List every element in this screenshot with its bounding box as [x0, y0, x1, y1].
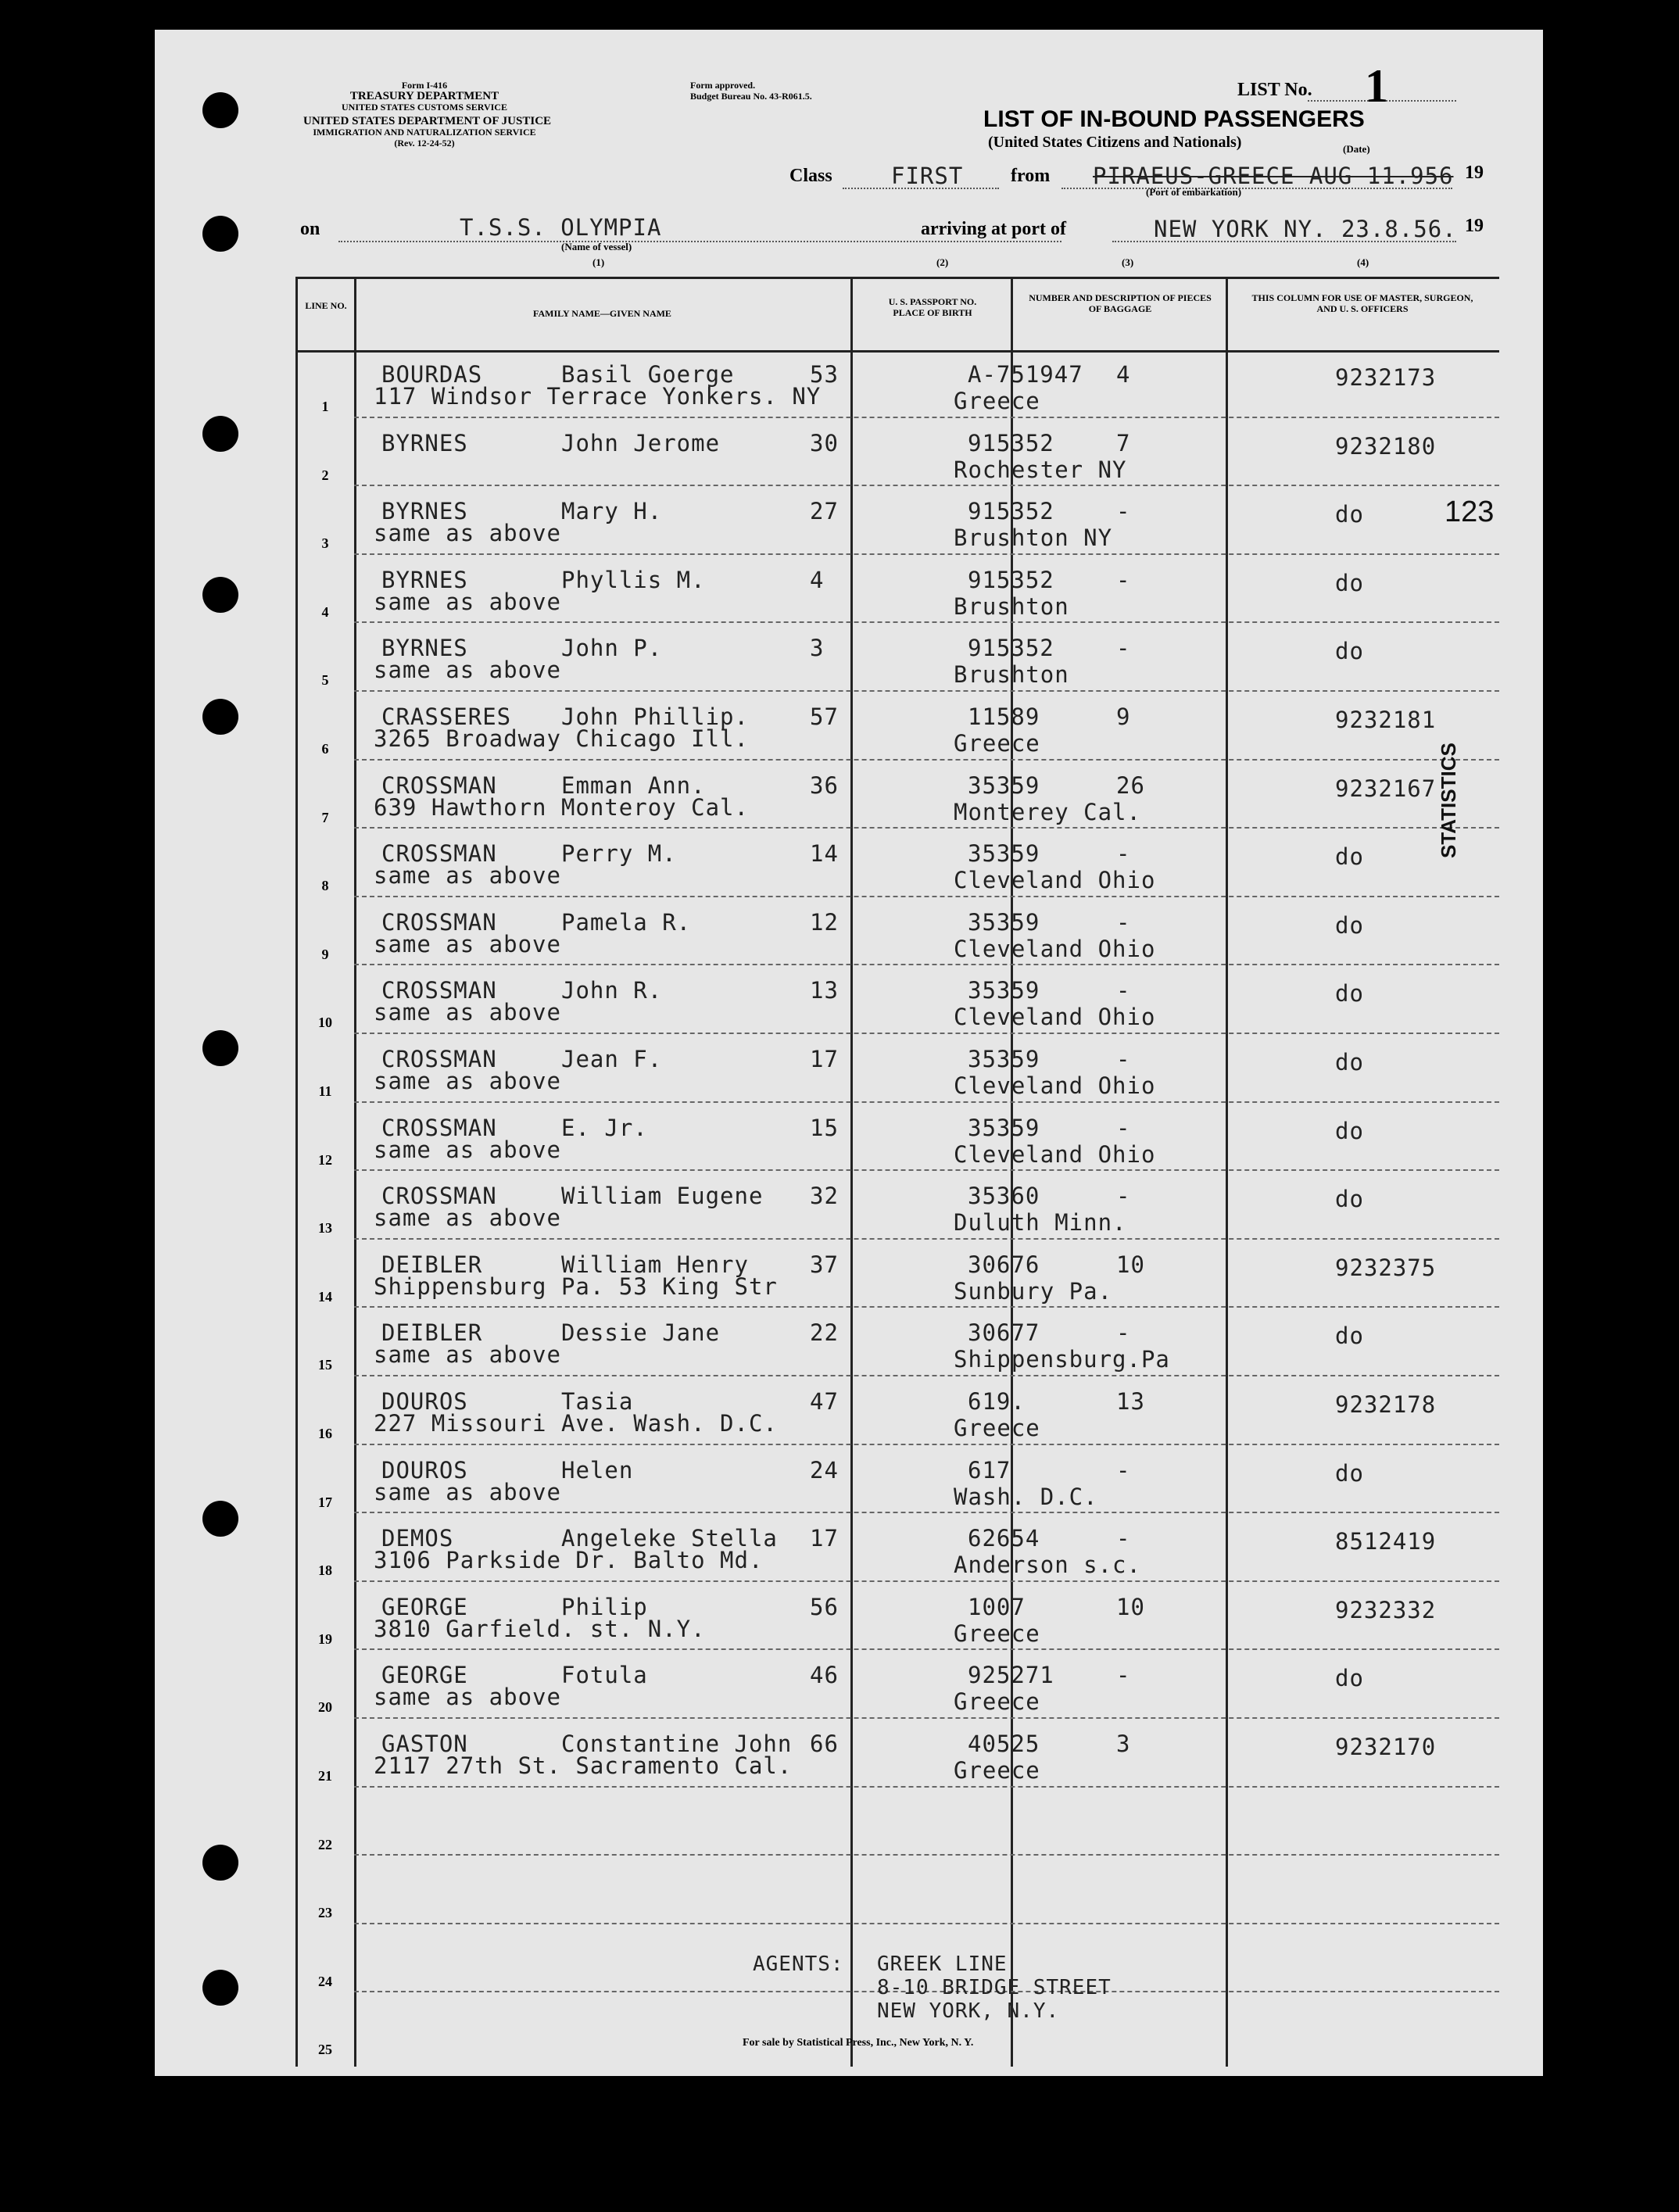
family-name: CROSSMAN	[381, 1114, 497, 1141]
year-prefix-1: 19	[1465, 163, 1484, 183]
officer-entry: do	[1335, 638, 1364, 665]
given-name: Perry M.	[561, 840, 677, 868]
place-of-birth: Brushton	[954, 592, 1069, 620]
col-ref-3: (3)	[1122, 256, 1134, 268]
address: 639 Hawthorn Monteroy Cal.	[374, 793, 749, 821]
passport-number: 617	[968, 1456, 1011, 1484]
punch-hole	[202, 92, 238, 128]
age: 46	[810, 1662, 839, 1689]
given-name: William Henry	[561, 1251, 749, 1278]
officer-entry: 9232332	[1335, 1596, 1437, 1623]
baggage-count: 3	[1116, 1731, 1131, 1757]
passport-number: 1007	[968, 1593, 1026, 1620]
address: same as above	[374, 930, 561, 957]
table-row	[295, 1377, 1499, 1446]
table-row	[295, 693, 1499, 761]
col-ref-4: (4)	[1357, 256, 1369, 268]
row-divider	[354, 1580, 1499, 1582]
punch-hole	[202, 699, 238, 735]
officer-entry: do	[1335, 843, 1364, 871]
ins-service: IMMIGRATION AND NATURALIZATION SERVICE	[313, 127, 536, 138]
line-number: 3	[321, 535, 329, 552]
officer-entry: do	[1335, 1117, 1364, 1144]
place-of-birth: Cleveland Ohio	[954, 1072, 1156, 1099]
row-divider	[354, 1512, 1499, 1513]
table-row	[295, 1583, 1499, 1652]
list-no-value: 1	[1365, 60, 1388, 112]
line-number: 18	[318, 1562, 332, 1579]
officer-entry: do	[1335, 1186, 1364, 1213]
row-divider	[354, 1375, 1499, 1376]
form-id: Form I-416	[401, 80, 448, 91]
row-divider	[354, 1444, 1499, 1445]
address: Shippensburg Pa. 53 King Str	[374, 1272, 778, 1300]
agents-line-2: 8-10 BRIDGE STREET	[877, 1976, 1112, 1999]
baggage-count: -	[1116, 1662, 1131, 1689]
place-of-birth: Monterey Cal.	[954, 798, 1141, 825]
form-header-left	[303, 80, 552, 149]
address: same as above	[374, 862, 561, 889]
address: 3810 Garfield. st. N.Y.	[374, 1615, 706, 1642]
line-number: 25	[318, 2042, 332, 2058]
given-name: Angeleke Stella	[561, 1525, 778, 1552]
given-name: Basil Goerge	[561, 361, 735, 388]
given-name: John Jerome	[561, 429, 721, 456]
punch-hole	[202, 1845, 238, 1881]
address: 117 Windsor Terrace Yonkers. NY	[374, 383, 822, 410]
col-header-officers: THIS COLUMN FOR USE OF MASTER, SURGEON, AND U. S. OFFICERS	[1251, 292, 1473, 314]
given-name: Philip	[561, 1593, 648, 1620]
officer-entry: do	[1335, 1665, 1364, 1692]
col-header-baggage: NUMBER AND DESCRIPTION OF PIECES OF BAGGAGE	[1029, 292, 1212, 314]
revision: (Rev. 12-24-52)	[394, 138, 455, 149]
age: 53	[810, 361, 839, 388]
baggage-count: -	[1116, 977, 1131, 1004]
age: 66	[810, 1731, 839, 1757]
place-of-birth: Cleveland Ohio	[954, 867, 1156, 894]
table-row	[295, 1172, 1499, 1240]
baggage-count: 10	[1116, 1593, 1145, 1620]
age: 14	[810, 840, 839, 868]
punch-hole	[202, 416, 238, 452]
row-divider	[354, 621, 1499, 623]
vessel-caption: (Name of vessel)	[561, 241, 632, 252]
row-divider	[354, 1033, 1499, 1034]
row-divider	[354, 1717, 1499, 1719]
footer-note: For sale by Statistical Press, Inc., New York, N. Y.	[743, 2037, 974, 2049]
baggage-count: -	[1116, 1183, 1131, 1210]
address: 3106 Parkside Dr. Balto Md.	[374, 1547, 764, 1574]
officer-entry: do	[1335, 1323, 1364, 1350]
form-approved	[690, 80, 812, 102]
row-divider	[354, 1306, 1499, 1308]
passport-number: 35359	[968, 771, 1040, 799]
age: 17	[810, 1525, 839, 1552]
agents-line-3: NEW YORK, N.Y.	[877, 1999, 1060, 2023]
line-number: 15	[318, 1357, 332, 1373]
officer-entry: do	[1335, 1049, 1364, 1076]
vessel-name: T.S.S. OLYMPIA	[460, 214, 662, 241]
place-of-birth: Greece	[954, 1757, 1040, 1784]
passport-number: 35360	[968, 1183, 1040, 1210]
baggage-count: -	[1116, 1046, 1131, 1072]
handwritten-annotation: 123	[1445, 496, 1495, 528]
punch-hole	[202, 577, 238, 613]
address: same as above	[374, 1136, 561, 1163]
table-row	[295, 419, 1499, 488]
passport-number: 915352	[968, 429, 1054, 456]
officer-entry: 9232375	[1335, 1254, 1437, 1281]
passport-number: 35359	[968, 1114, 1040, 1141]
age: 56	[810, 1593, 839, 1620]
officer-entry: 9232173	[1335, 364, 1437, 391]
treasury-dept: TREASURY DEPARTMENT	[349, 90, 499, 102]
place-of-birth: Shippensburg.Pa	[954, 1346, 1170, 1373]
table-row	[295, 624, 1499, 693]
address: same as above	[374, 1684, 561, 1711]
passport-number: 619.	[968, 1388, 1026, 1415]
baggage-count: -	[1116, 1456, 1131, 1484]
place-of-birth: Duluth Minn.	[954, 1209, 1127, 1237]
address: same as above	[374, 520, 561, 547]
line-number: 5	[321, 672, 329, 689]
baggage-count: -	[1116, 1525, 1131, 1552]
line-number: 1	[321, 399, 329, 414]
place-of-birth: Brushton NY	[954, 524, 1113, 552]
row-divider	[354, 896, 1499, 897]
baggage-count: -	[1116, 1319, 1131, 1347]
punch-hole	[202, 216, 238, 252]
age: 37	[810, 1251, 839, 1278]
given-name: Tasia	[561, 1388, 634, 1415]
given-name: Jean F.	[561, 1046, 663, 1072]
class-label: Class	[789, 166, 832, 186]
table-row	[295, 556, 1499, 625]
place-of-birth: Sunbury Pa.	[954, 1277, 1113, 1305]
approved-line2: Budget Bureau No. 43-R061.5.	[690, 91, 812, 102]
col-header-line-no: LINE NO.	[305, 300, 347, 311]
age: 24	[810, 1456, 839, 1484]
family-name: CROSSMAN	[381, 977, 497, 1004]
place-of-birth: Greece	[954, 1688, 1040, 1716]
given-name: Fotula	[561, 1662, 648, 1689]
row-divider	[354, 417, 1499, 418]
baggage-count: -	[1116, 840, 1131, 868]
passport-number: 30677	[968, 1319, 1040, 1347]
line-number: 6	[321, 741, 329, 757]
baggage-count: 26	[1116, 771, 1145, 799]
justice-dept: UNITED STATES DEPARTMENT OF JUSTICE	[303, 115, 552, 127]
row-divider	[354, 1169, 1499, 1171]
line-number: 7	[321, 809, 329, 825]
given-name: Constantine John	[561, 1731, 793, 1757]
row-divider	[354, 1854, 1499, 1856]
age: 12	[810, 908, 839, 936]
age: 27	[810, 498, 839, 525]
col-ref-1: (1)	[592, 256, 605, 268]
table-row	[295, 761, 1499, 830]
officer-entry: do	[1335, 569, 1364, 596]
family-name: GEORGE	[381, 1662, 468, 1689]
family-name: BYRNES	[381, 429, 468, 456]
passport-number: A-751947	[968, 361, 1083, 388]
passenger-list-sheet	[155, 30, 1543, 2076]
line-number: 17	[318, 1494, 332, 1510]
row-divider	[354, 1923, 1499, 1924]
table-row	[295, 898, 1499, 967]
row-divider	[354, 1648, 1499, 1650]
punch-hole	[202, 1030, 238, 1066]
row-divider	[354, 1238, 1499, 1240]
place-of-birth: Cleveland Ohio	[954, 1004, 1156, 1031]
row-divider	[354, 827, 1499, 829]
place-of-birth: Greece	[954, 1415, 1040, 1441]
family-name: GASTON	[381, 1731, 468, 1757]
punch-hole	[202, 1970, 238, 2006]
passport-number: 40525	[968, 1731, 1040, 1757]
table-row	[295, 1104, 1499, 1172]
family-name: DOUROS	[381, 1388, 468, 1415]
place-of-birth: Brushton	[954, 661, 1069, 689]
date-caption: (Date)	[1343, 143, 1370, 155]
baggage-count: -	[1116, 635, 1131, 662]
officer-entry: do	[1335, 911, 1364, 939]
list-no-label: LIST No.	[1237, 80, 1312, 100]
officer-entry: 9232178	[1335, 1391, 1437, 1418]
address: 227 Missouri Ave. Wash. D.C.	[374, 1410, 778, 1437]
age: 3	[810, 635, 825, 662]
address: 3265 Broadway Chicago Ill.	[374, 725, 749, 752]
address: same as above	[374, 588, 561, 615]
officer-entry: 9232170	[1335, 1734, 1437, 1760]
passport-number: 925271	[968, 1662, 1054, 1689]
table-top-border	[295, 277, 1499, 279]
passport-number: 35359	[968, 1046, 1040, 1072]
address: same as above	[374, 1068, 561, 1094]
given-name: E. Jr.	[561, 1114, 648, 1141]
baggage-count: -	[1116, 908, 1131, 936]
age: 32	[810, 1183, 839, 1210]
punch-hole	[202, 1501, 238, 1537]
approved-line1: Form approved.	[690, 80, 756, 91]
officer-entry: do	[1335, 980, 1364, 1008]
baggage-count: 7	[1116, 429, 1131, 456]
officer-entry: 8512419	[1335, 1528, 1437, 1555]
given-name: John R.	[561, 977, 663, 1004]
place-of-birth: Greece	[954, 388, 1040, 414]
class-value: FIRST	[891, 163, 964, 189]
line-number: 10	[318, 1015, 332, 1031]
row-divider	[354, 485, 1499, 486]
address: same as above	[374, 1204, 561, 1232]
table-row	[295, 1308, 1499, 1377]
family-name: CROSSMAN	[381, 840, 497, 868]
given-name: John Phillip.	[561, 703, 749, 730]
baggage-count: -	[1116, 498, 1131, 525]
from-value: PIRAEUS-GREECE AUG 11.956	[1093, 163, 1454, 189]
passport-number: 30676	[968, 1251, 1040, 1278]
place-of-birth: Wash. D.C.	[954, 1483, 1098, 1510]
baggage-count: 9	[1116, 703, 1131, 730]
family-name: DOUROS	[381, 1456, 468, 1484]
statistics-stamp: STATISTICS	[1437, 743, 1460, 858]
age: 36	[810, 771, 839, 799]
line-number: 21	[318, 1768, 332, 1784]
row-divider	[354, 759, 1499, 761]
row-divider	[354, 690, 1499, 692]
line-number: 24	[318, 1973, 332, 1989]
officer-entry: 9232181	[1335, 707, 1437, 733]
customs-service: UNITED STATES CUSTOMS SERVICE	[342, 102, 507, 113]
age: 57	[810, 703, 839, 730]
table-row	[295, 350, 1499, 419]
line-number: 8	[321, 878, 329, 894]
page-subtitle: (United States Citizens and Nationals)	[988, 134, 1242, 151]
table-row	[295, 1788, 1499, 1857]
arrival-port: NEW YORK NY. 23.8.56.	[1154, 216, 1457, 242]
year-prefix-2: 19	[1465, 216, 1484, 236]
line-number: 2	[321, 467, 329, 483]
table-row	[295, 1720, 1499, 1788]
line-number: 20	[318, 1699, 332, 1716]
address: 2117 27th St. Sacramento Cal.	[374, 1752, 793, 1779]
family-name: BYRNES	[381, 635, 468, 662]
line-number: 9	[321, 946, 329, 962]
given-name: John P.	[561, 635, 663, 662]
line-number: 19	[318, 1630, 332, 1647]
col-header-name: FAMILY NAME—GIVEN NAME	[533, 308, 671, 319]
baggage-count: 4	[1116, 361, 1131, 388]
row-divider	[354, 1786, 1499, 1788]
family-name: CROSSMAN	[381, 771, 497, 799]
agents-line-1: GREEK LINE	[877, 1953, 1008, 1976]
baggage-count: 10	[1116, 1251, 1145, 1278]
family-name: CROSSMAN	[381, 1046, 497, 1072]
line-number: 12	[318, 1151, 332, 1168]
place-of-birth: Anderson s.c.	[954, 1552, 1141, 1579]
table-row	[295, 1035, 1499, 1104]
line-number: 11	[318, 1083, 332, 1099]
place-of-birth: Greece	[954, 1620, 1040, 1647]
age: 22	[810, 1319, 839, 1347]
family-name: BYRNES	[381, 498, 468, 525]
passport-number: 11589	[968, 703, 1040, 730]
table-row	[295, 1856, 1499, 1925]
age: 17	[810, 1046, 839, 1072]
baggage-count: -	[1116, 1114, 1131, 1141]
line-number: 16	[318, 1426, 332, 1441]
passport-number: 915352	[968, 498, 1054, 525]
given-name: Phyllis M.	[561, 566, 706, 593]
line-number: 14	[318, 1288, 332, 1305]
family-name: DEIBLER	[381, 1251, 483, 1278]
family-name: BYRNES	[381, 566, 468, 593]
table-row	[295, 1651, 1499, 1720]
place-of-birth: Cleveland Ohio	[954, 1140, 1156, 1168]
row-divider	[354, 1101, 1499, 1103]
table-row	[295, 1446, 1499, 1515]
table-row	[295, 1514, 1499, 1583]
col-ref-2: (2)	[936, 256, 949, 268]
address: same as above	[374, 1341, 561, 1369]
passport-number: 35359	[968, 908, 1040, 936]
family-name: GEORGE	[381, 1593, 468, 1620]
table-row	[295, 829, 1499, 898]
given-name: William Eugene	[561, 1183, 764, 1210]
family-name: CROSSMAN	[381, 908, 497, 936]
passport-number: 35359	[968, 840, 1040, 868]
address: same as above	[374, 1478, 561, 1505]
line-number: 4	[321, 603, 329, 620]
given-name: Helen	[561, 1456, 634, 1484]
baggage-count: -	[1116, 566, 1131, 593]
table-row	[295, 1240, 1499, 1309]
arriving-label: arriving at port of	[921, 219, 1066, 239]
table-row	[295, 966, 1499, 1035]
age: 15	[810, 1114, 839, 1141]
family-name: DEIBLER	[381, 1319, 483, 1347]
address: same as above	[374, 999, 561, 1026]
given-name: Dessie Jane	[561, 1319, 721, 1347]
from-label: from	[1011, 166, 1051, 186]
place-of-birth: Rochester NY	[954, 456, 1127, 483]
col-header-passport: U. S. PASSPORT NO. PLACE OF BIRTH	[888, 296, 977, 318]
age: 30	[810, 429, 839, 456]
vessel-underline	[338, 241, 1061, 242]
address: same as above	[374, 657, 561, 684]
family-name: CROSSMAN	[381, 1183, 497, 1210]
on-label: on	[300, 219, 320, 239]
passenger-table	[295, 277, 1499, 2067]
family-name: DEMOS	[381, 1525, 454, 1552]
passport-number: 915352	[968, 635, 1054, 662]
given-name: Mary H.	[561, 498, 663, 525]
passport-number: 62654	[968, 1525, 1040, 1552]
place-of-birth: Cleveland Ohio	[954, 935, 1156, 962]
officer-entry: do	[1335, 501, 1364, 528]
agents-label: AGENTS:	[753, 1953, 844, 1976]
family-name: BOURDAS	[381, 361, 483, 388]
port-embarkation-caption: (Port of embarkation)	[1146, 186, 1242, 198]
table-row	[295, 487, 1499, 556]
page-title: LIST OF IN-BOUND PASSENGERS	[983, 106, 1365, 132]
row-divider	[354, 553, 1499, 555]
line-number: 13	[318, 1220, 332, 1237]
given-name: Pamela R.	[561, 908, 692, 936]
age: 13	[810, 977, 839, 1004]
officer-entry: 9232180	[1335, 432, 1437, 460]
family-name: CRASSERES	[381, 703, 512, 730]
given-name: Emman Ann.	[561, 771, 706, 799]
line-number: 23	[318, 1905, 332, 1921]
line-number: 22	[318, 1836, 332, 1852]
age: 47	[810, 1388, 839, 1415]
officer-entry: 9232167	[1335, 775, 1437, 802]
passport-number: 35359	[968, 977, 1040, 1004]
row-divider	[354, 964, 1499, 965]
place-of-birth: Greece	[954, 730, 1040, 757]
passport-number: 915352	[968, 566, 1054, 593]
baggage-count: 13	[1116, 1388, 1145, 1415]
age: 4	[810, 566, 825, 593]
officer-entry: do	[1335, 1459, 1364, 1487]
